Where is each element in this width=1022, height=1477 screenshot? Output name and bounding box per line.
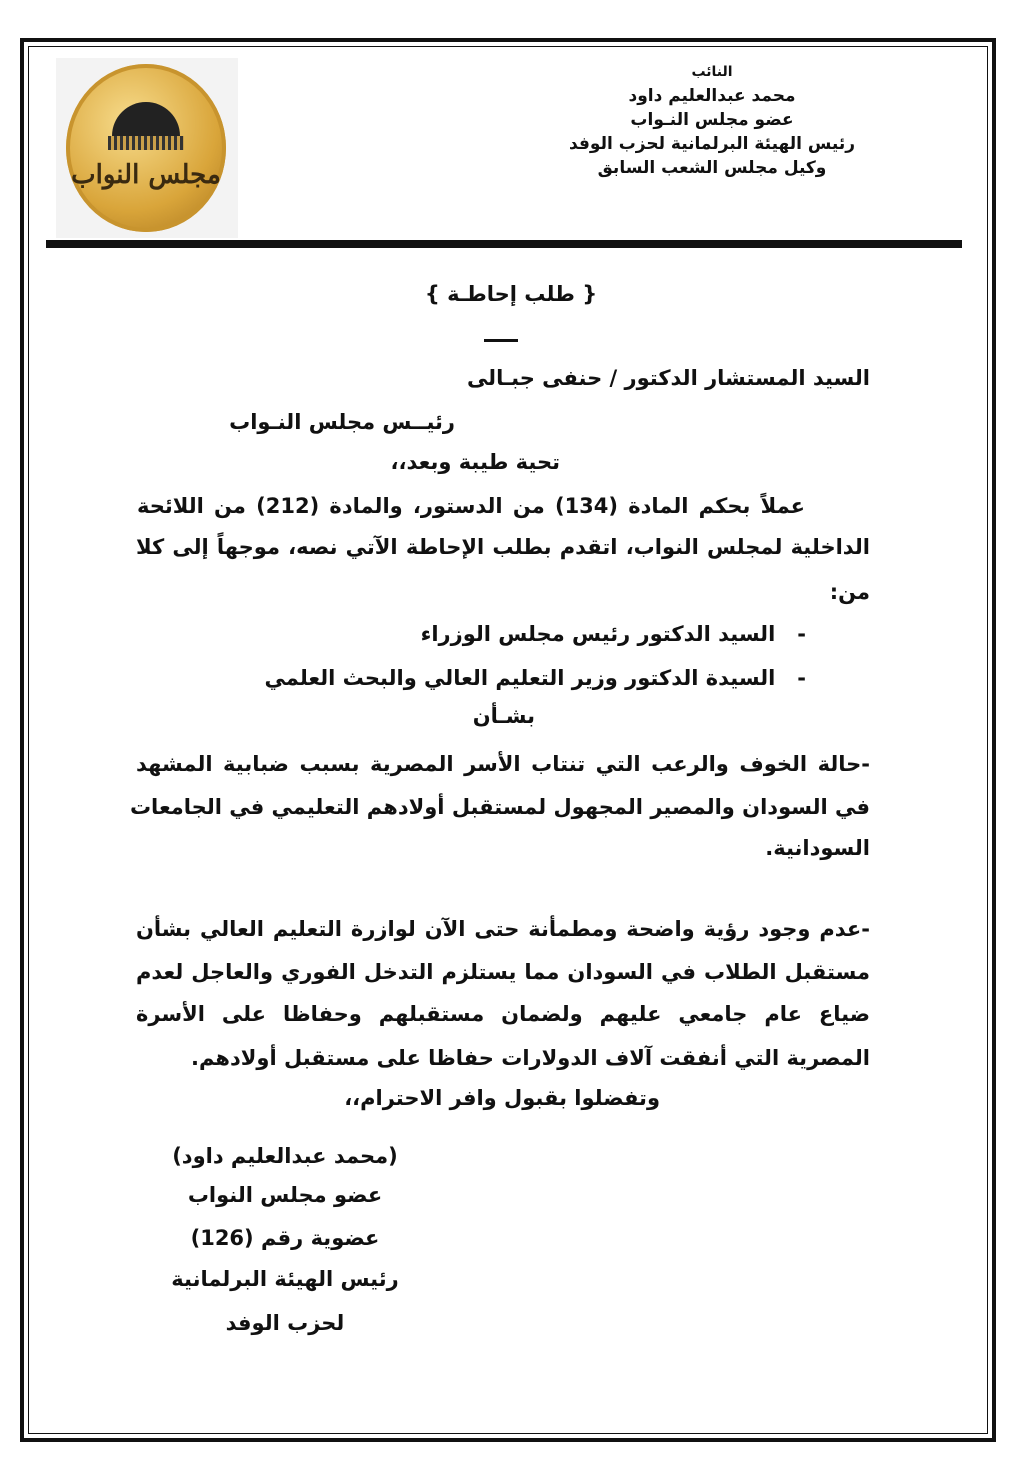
colonnade-icon (108, 136, 184, 150)
intro-line: من: (829, 580, 870, 604)
logo-coin (66, 64, 226, 232)
logo-text: مجلس النواب (71, 160, 221, 190)
title-divider (484, 339, 518, 342)
letterhead-line: وكيل مجلس الشعب السابق (597, 158, 827, 178)
letterhead-line: محمد عبدالعليم داود (628, 86, 796, 106)
document-title: { طلب إحاطـة } (424, 282, 598, 306)
paragraph2-line: ضياع عام جامعي عليهم ولضمان مستقبلهم وحفاظا على الأسرة (136, 1002, 870, 1026)
intro-line: الداخلية لمجلس النواب، اتقدم بطلب الإحاطة الآتي نصه، موجهاً إلى كلا (136, 535, 870, 559)
paragraph1-line: في السودان والمصير المجهول لمستقبل أولادهم التعليمي في الجامعات (129, 795, 870, 819)
addressee-title: رئيــس مجلس النـواب (229, 410, 455, 434)
letterhead-line: عضو مجلس النـواب (630, 110, 794, 130)
signature-line: عضو مجلس النواب (187, 1183, 383, 1207)
paragraph1-line: -حالة الخوف والرعب التي تنتاب الأسر المصرية بسبب ضبابية المشهد (136, 752, 870, 776)
signature-line: عضوية رقم (126) (190, 1226, 380, 1250)
recipient-item: - السيد الدكتور رئيس مجلس الوزراء (421, 622, 806, 646)
paragraph2-line: -عدم وجود رؤية واضحة ومطمأنة حتى الآن لوازرة التعليم العالي بشأن (136, 917, 870, 941)
header-rule (46, 240, 962, 248)
parliament-logo (56, 58, 238, 238)
signature-line: (محمد عبدالعليم داود) (172, 1144, 398, 1168)
paragraph2-line: المصرية التي أنفقت آلاف الدولارات حفاظا على مستقبل أولادهم. (190, 1046, 870, 1070)
recipient-item: - السيدة الدكتور وزير التعليم العالي والبحث العلمي (265, 666, 806, 690)
signature-line: رئيس الهيئة البرلمانية (171, 1267, 399, 1291)
intro-line: عملاً بحكم المادة (134) من الدستور، والمادة (212) من اللائحة (137, 494, 805, 518)
closing: وتفضلوا بقبول وافر الاحترام،، (344, 1086, 660, 1110)
subject-label: بشـأن (472, 704, 535, 728)
letterhead-line: النائب (691, 64, 733, 80)
dome-icon (112, 102, 180, 136)
paragraph2-line: مستقبل الطلاب في السودان مما يستلزم التدخل الفوري والعاجل لعدم (136, 960, 870, 984)
signature-line: لحزب الوفد (225, 1311, 345, 1335)
greeting: تحية طيبة وبعد،، (390, 450, 560, 474)
addressee: السيد المستشار الدكتور / حنفى جبـالى (466, 366, 870, 390)
paragraph1-line: السودانية. (765, 836, 870, 860)
letterhead (512, 60, 912, 180)
letterhead-line: رئيس الهيئة البرلمانية لحزب الوفد (568, 134, 856, 154)
